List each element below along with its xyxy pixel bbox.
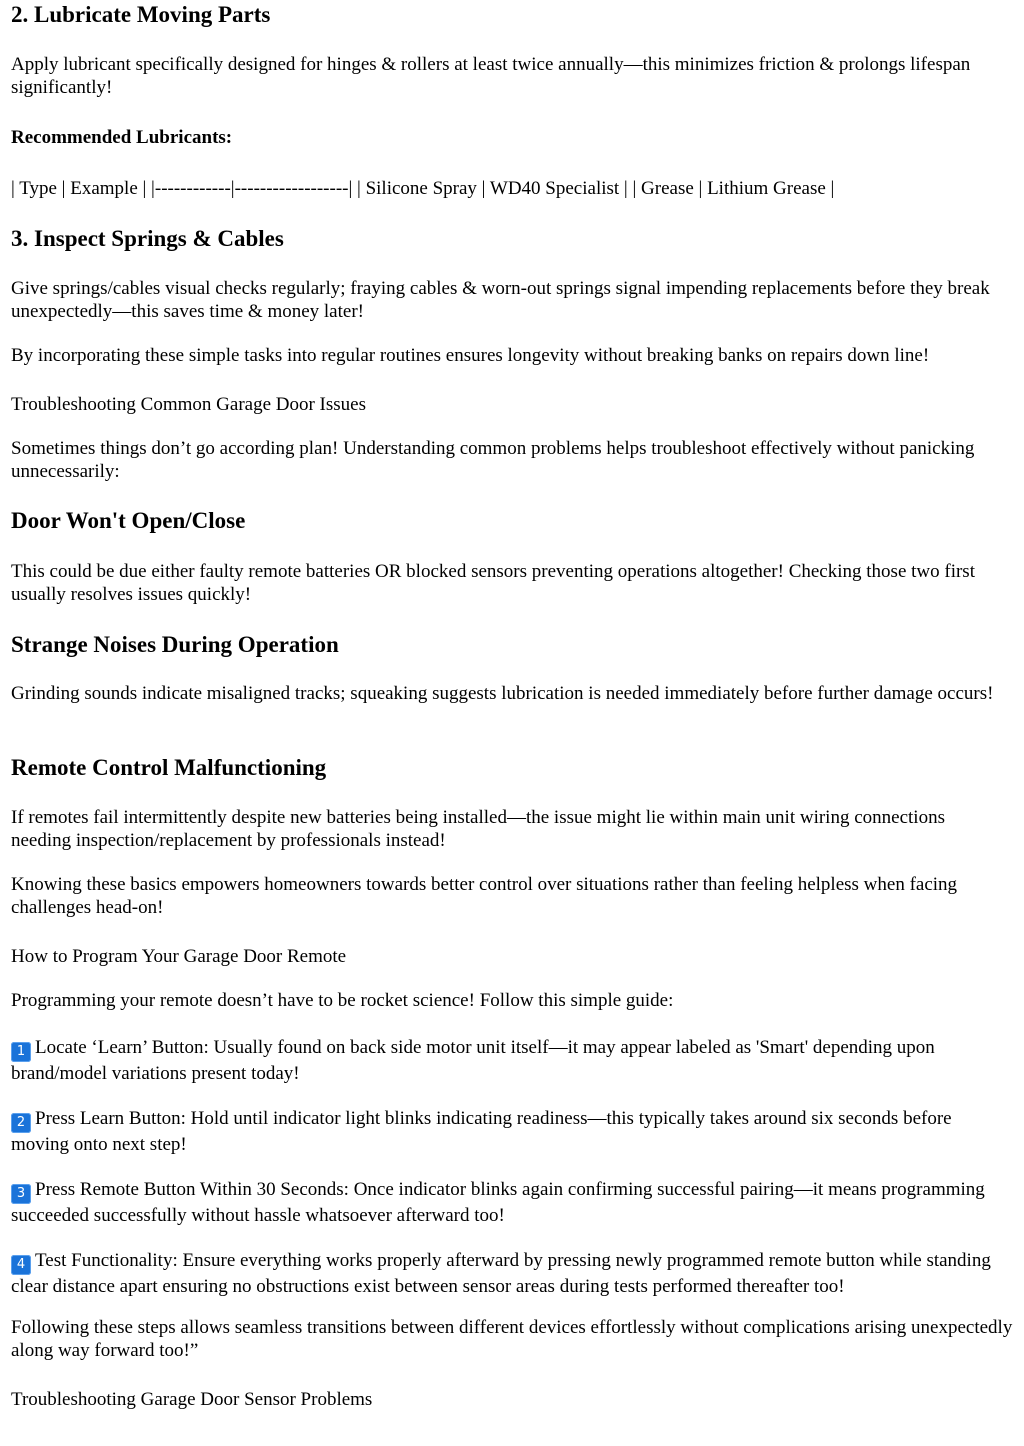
step-text: Press Remote Button Within 30 Seconds: Once indicator blinks again confirming successful pairing—it means programming succeeded successfully without hassle whatsoever afterward too! xyxy=(11,1179,985,1226)
paragraph-troubleshooting-intro: Sometimes things don’t go according plan! Understanding common problems helps troubleshoot effectively without panicking unnecessarily: xyxy=(11,438,975,482)
heading-strange-noises: Strange Noises During Operation xyxy=(11,632,339,657)
step-item xyxy=(11,1107,1014,1156)
keycap-number-icon: 2 xyxy=(11,1113,31,1133)
heading-door-wont-open: Door Won't Open/Close xyxy=(11,508,246,533)
heading-lubricate: 2. Lubricate Moving Parts xyxy=(11,2,271,27)
step-item xyxy=(11,1249,1016,1298)
step-text: Press Learn Button: Hold until indicator light blinks indicating readiness—this typically takes around six seconds before moving onto next step! xyxy=(11,1108,952,1155)
paragraph-springs-summary: By incorporating these simple tasks into regular routines ensures longevity without breaking banks on repairs down line! xyxy=(11,345,930,366)
keycap-number-icon: 3 xyxy=(11,1184,31,1204)
title-program-remote: How to Program Your Garage Door Remote xyxy=(11,946,347,967)
paragraph-springs: Give springs/cables visual checks regularly; fraying cables & worn-out springs signal impending replacements before they break unexpectedly—this saves time & money later! xyxy=(11,278,990,322)
paragraph-troubleshooting-summary: Knowing these basics empowers homeowners towards better control over situations rather than feeling helpless when facing challenges head-on! xyxy=(11,874,958,918)
recommended-lubricants-label: Recommended Lubricants: xyxy=(11,127,233,148)
step-item xyxy=(11,1036,1014,1085)
lubricants-table-text: | Type | Example | |------------|------------------| | Silicone Spray | WD40 Specialist | | Grease | Lithium Grease | xyxy=(11,178,835,199)
paragraph-strange-noises: Grinding sounds indicate misaligned tracks; squeaking suggests lubrication is needed immediately before further damage occurs! xyxy=(11,683,994,704)
paragraph-program-intro: Programming your remote doesn’t have to be rocket science! Follow this simple guide: xyxy=(11,990,674,1011)
title-sensor-problems: Troubleshooting Garage Door Sensor Problems xyxy=(11,1389,373,1410)
step-item xyxy=(11,1178,1014,1227)
heading-remote-malfunctioning: Remote Control Malfunctioning xyxy=(11,755,327,780)
keycap-number-icon: 4 xyxy=(11,1255,31,1275)
paragraph-lubricate: Apply lubricant specifically designed for hinges & rollers at least twice annually—this minimizes friction & prolongs lifespan significantly! xyxy=(11,54,971,98)
paragraph-program-summary: Following these steps allows seamless transitions between different devices effortlessly without complications arising unexpectedly along way forward too!” xyxy=(11,1317,1013,1361)
keycap-number-icon: 1 xyxy=(11,1042,31,1062)
title-troubleshooting: Troubleshooting Common Garage Door Issues xyxy=(11,394,366,415)
step-text: Locate ‘Learn’ Button: Usually found on back side motor unit itself—it may appear labeled as 'Smart' depending upon brand/model variations present today! xyxy=(11,1037,935,1084)
heading-springs: 3. Inspect Springs & Cables xyxy=(11,226,284,251)
paragraph-door-wont-open: This could be due either faulty remote batteries OR blocked sensors preventing operations altogether! Checking those two first usually resolves issues quickly! xyxy=(11,561,975,605)
step-text: Test Functionality: Ensure everything works properly afterward by pressing newly programmed remote button while standing clear distance apart ensuring no obstructions exist between sensor areas during tests performed thereafter too! xyxy=(11,1250,991,1297)
paragraph-remote-malfunctioning: If remotes fail intermittently despite new batteries being installed—the issue might lie within main unit wiring connections needing inspection/replacement by professionals instead! xyxy=(11,807,945,851)
